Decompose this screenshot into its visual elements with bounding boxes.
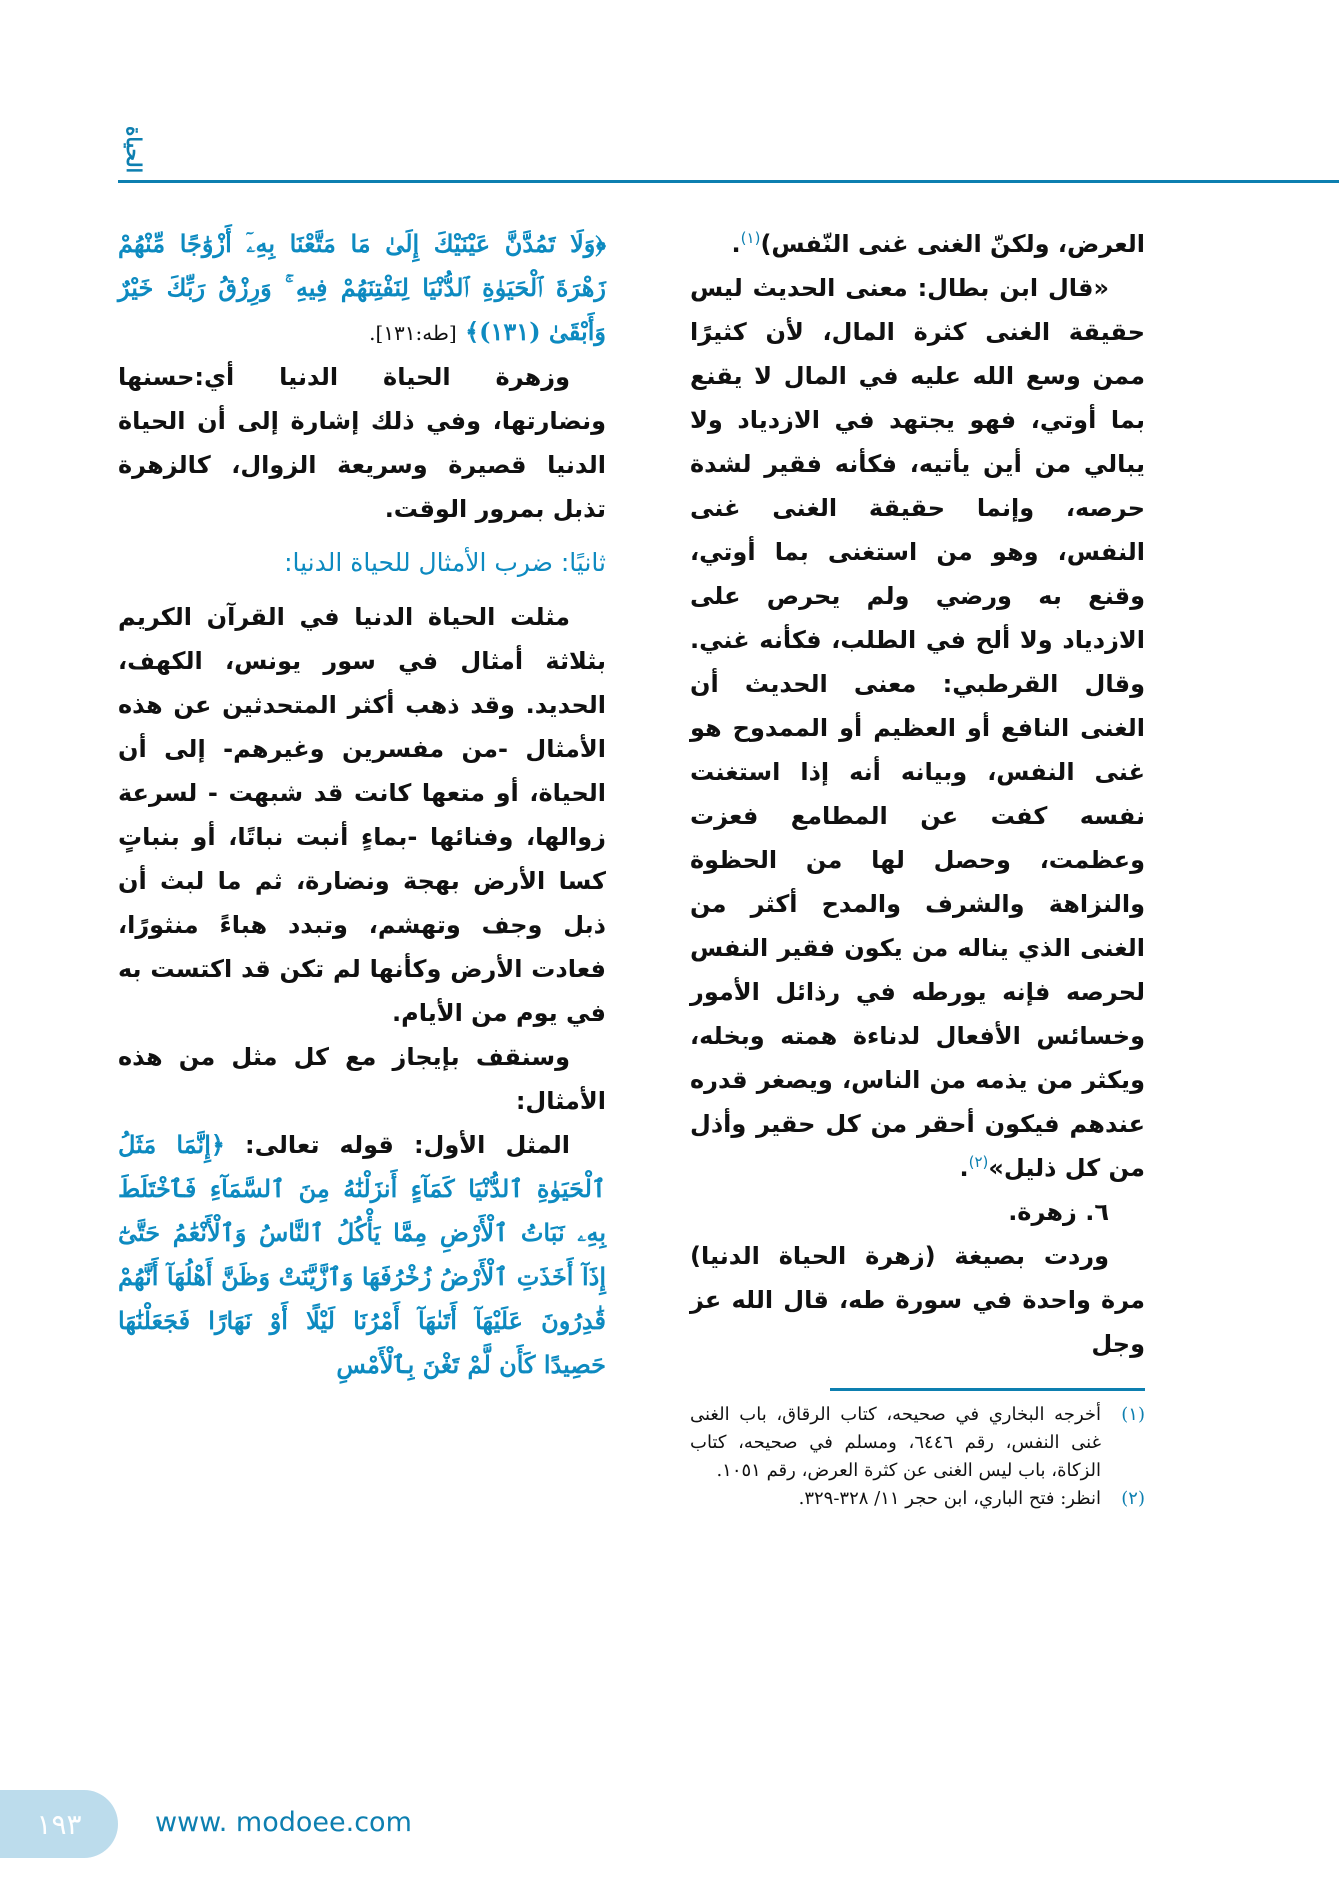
- paragraph-text: العرض، ولكنّ الغنى غنى النّفس): [760, 230, 1145, 258]
- paragraph: مثلت الحياة الدنيا في القرآن الكريم بثلاثة أمثال في سور يونس، الكهف، الحديد. وقد ذهب أكثر المتحدثين عن هذه الأمثال -من مفسرين وغيرهم- إلى أن الحياة، أو متعها كانت قد شبهت - لسرعة زوالها، وفنائها -بماءٍ أنبت نباتًا، أو بنباتٍ كسا الأرض بهجة ونضارة، ثم ما لبث أن ذبل وجف وتهشم، وتبدد هباءً منثورًا، فعادت الأرض وكأنها لم تكن قد اكتست به في يوم من الأيام.: [118, 603, 606, 1027]
- footnotes: [690, 1401, 1145, 1513]
- right-stack: [690, 222, 1145, 1513]
- header-divider: [118, 180, 1339, 183]
- footnote-item: [690, 1401, 1145, 1485]
- footnote-divider: [830, 1388, 1145, 1391]
- paragraph: [118, 1123, 606, 1387]
- footnote-ref-1[interactable]: (١): [740, 229, 761, 247]
- footnote-text: أخرجه البخاري في صحيحه، كتاب الرقاق، باب الغنى غنى النفس، رقم ٦٤٤٦، ومسلم في صحيحه، كتاب الزكاة، باب ليس الغنى عن كثرة العرض، رقم ١٠٥١.: [690, 1404, 1102, 1481]
- punctuation: .: [731, 230, 741, 258]
- footnote-number: (٢): [1121, 1488, 1145, 1509]
- paragraph: وسنقف بإيجاز مع كل مثل من هذه الأمثال:: [118, 1043, 606, 1115]
- page-footer: [0, 1790, 1339, 1858]
- page-number: ١٩٣: [36, 1807, 82, 1841]
- page-number-tab: [0, 1790, 118, 1858]
- paragraph-text: «قال ابن بطال: معنى الحديث ليس حقيقة الغنى كثرة المال، لأن كثيرًا ممن وسع الله عليه في المال لا يقنع بما أوتي، فهو يجتهد في الازدياد ولا يبالي من أين يأتيه، فكأنه فقير لشدة حرصه، وإنما حقيقة الغنى غنى النفس، وهو من استغنى بما أوتي، وقنع به ورضي ولم يحرص على الازدياد ولا ألح في الطلب، فكأنه غني. وقال القرطبي: معنى الحديث أن الغنى النافع أو العظيم أو الممدوح هو غنى النفس، وبيانه أنه إذا استغنت نفسه كفت عن المطامع فعزت وعظمت، وحصل لها من الحظوة والنزاهة والشرف والمدح أكثر من الغنى الذي يناله من يكون فقير النفس لحرصه فإنه يورطه في رذائل الأمور وخسائس الأفعال لدناءة همته وبخله، ويكثر من يذمه من الناس، ويصغر قدره عندهم فيكون أحقر من كل حقير وأذل من كل ذليل»: [690, 274, 1145, 1182]
- paragraph: وزهرة الحياة الدنيا أي:حسنها ونضارتها، وفي ذلك إشارة إلى أن الحياة الدنيا قصيرة وسريعة الزوال، كالزهرة تذبل بمرور الوقت.: [118, 363, 606, 523]
- footnote-item: [690, 1485, 1145, 1513]
- punctuation: .: [959, 1154, 969, 1182]
- paragraph: وردت بصيغة (زهرة الحياة الدنيا) مرة واحدة في سورة طه، قال الله عز وجل: [690, 1242, 1145, 1358]
- quran-text: إِنَّمَا مَثَلُ ٱلْحَيَوٰةِ ٱلدُّنْيَا كَمَآءٍ أَنزَلْنَٰهُ مِنَ ٱلسَّمَآءِ فَٱخْتَلَطَ بِهِۦ نَبَاتُ ٱلْأَرْضِ مِمَّا يَأْكُلُ ٱلنَّاسُ وَٱلْأَنْعَٰمُ حَتَّىٰٓ إِذَآ أَخَذَتِ ٱلْأَرْضُ زُخْرُفَهَا وَٱزَّيَّنَتْ وَظَنَّ أَهْلُهَآ أَنَّهُمْ قَٰدِرُونَ عَلَيْهَآ أَتَىٰهَآ أَمْرُنَا لَيْلًا أَوْ نَهَارًا فَجَعَلْنَٰهَا حَصِيدًا كَأَن لَّمْ تَغْنَ بِٱلْأَمْسِ: [118, 1130, 606, 1379]
- paragraph: [690, 222, 1145, 266]
- text-columns: [118, 222, 1145, 1513]
- paragraph-label: المثل الأول: قوله تعالى:: [245, 1131, 571, 1159]
- book-title-logo: الحياة: [122, 126, 146, 174]
- quran-open-bracket-icon: ﴿: [595, 229, 606, 258]
- section-heading: ثانيًا: ضرب الأمثال للحياة الدنيا:: [284, 548, 606, 577]
- footnote-ref-2[interactable]: (٢): [968, 1153, 989, 1171]
- paragraph: [690, 266, 1145, 1190]
- quran-text: وَلَا تَمُدَّنَّ عَيْنَيْكَ إِلَىٰ مَا مَتَّعْنَا بِهِۦٓ أَزْوَٰجًا مِّنْهُمْ زَهْرَةَ ٱلْحَيَوٰةِ ٱلدُّنْيَا لِنَفْتِنَهُمْ فِيهِ ۚ وَرِزْقُ رَبِّكَ خَيْرٌ وَأَبْقَىٰ: [118, 229, 606, 346]
- quran-open-bracket-icon: ﴿: [210, 1130, 225, 1159]
- website-link[interactable]: www. modoee.com: [155, 1807, 412, 1838]
- right-column: [690, 222, 1145, 1366]
- footnote-text: انظر: فتح الباري، ابن حجر ١١/ ٣٢٨-٣٢٩.: [798, 1488, 1101, 1509]
- quran-close-bracket-icon: ﴾: [465, 317, 480, 346]
- quran-verse: [118, 222, 606, 355]
- ayah-number-marker: (١٣١): [479, 317, 541, 346]
- left-column: [118, 222, 606, 1387]
- footnote-number: (١): [1121, 1404, 1145, 1425]
- list-item-heading: ٦. زهرة.: [1008, 1198, 1109, 1226]
- left-stack: [118, 222, 606, 1387]
- verse-reference: [طه:١٣١].: [369, 321, 457, 345]
